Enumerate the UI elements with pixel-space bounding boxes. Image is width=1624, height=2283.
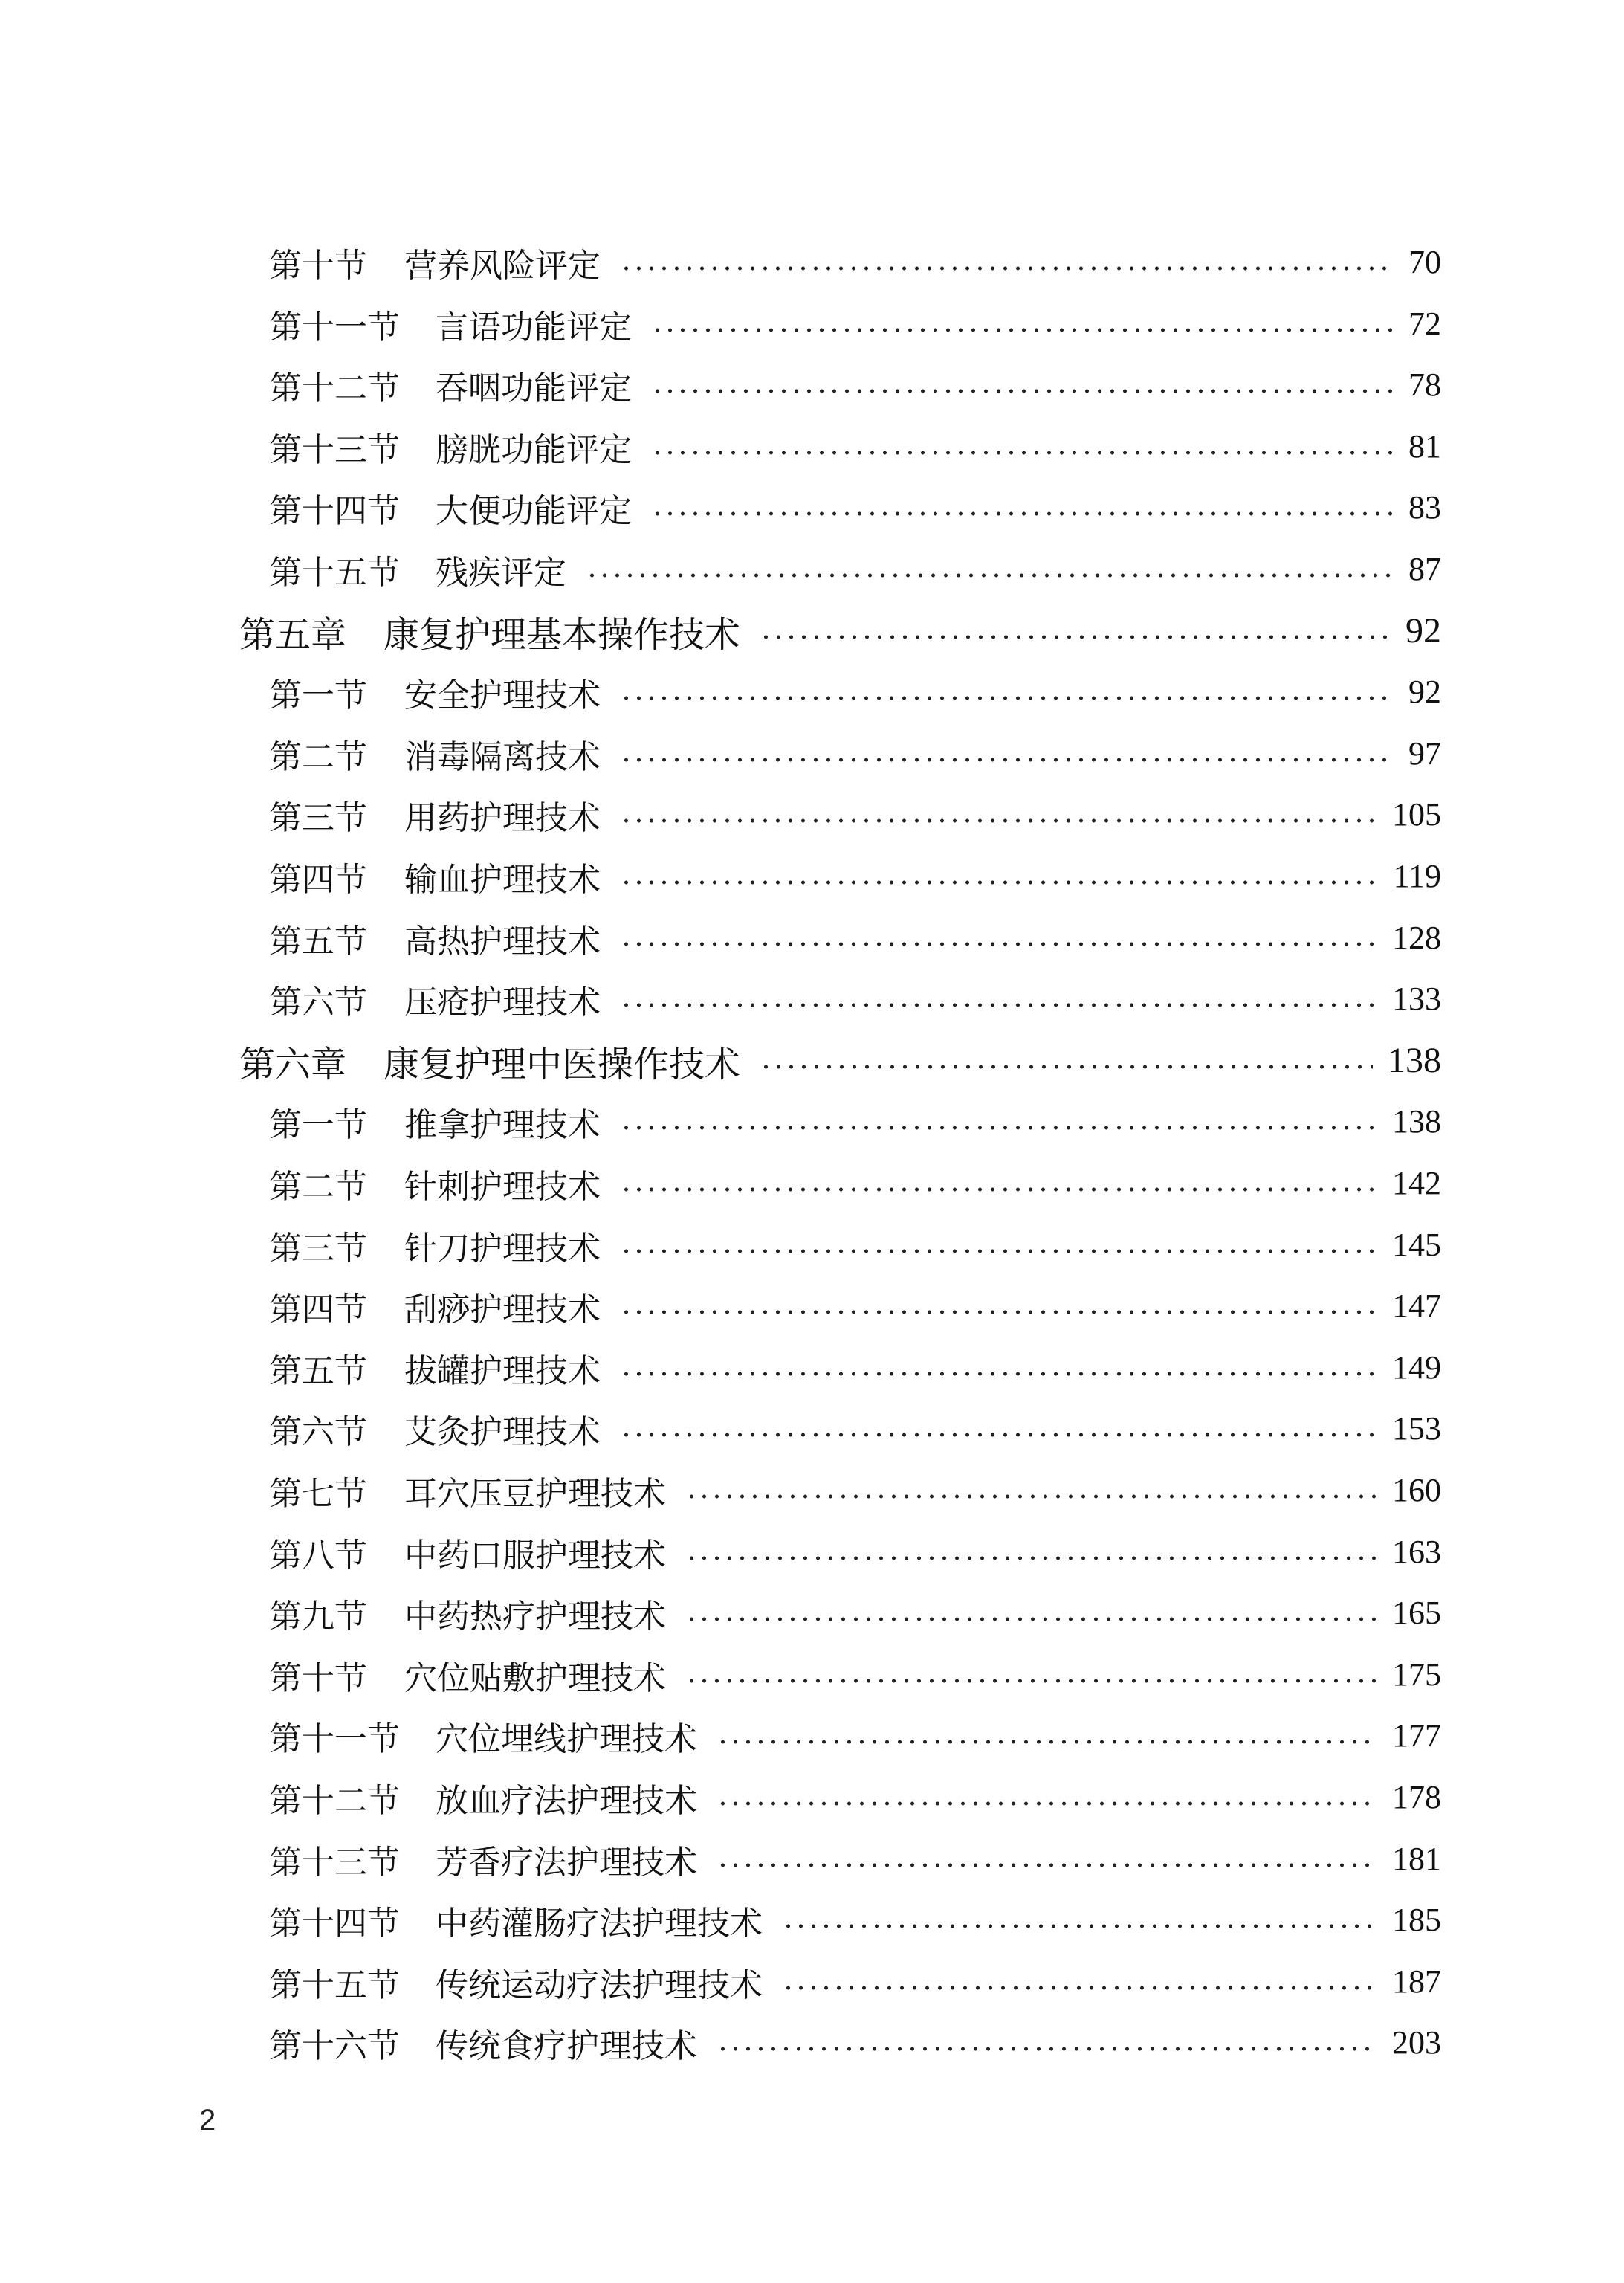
entry-title: 膀胱功能评定	[436, 431, 632, 469]
entry-page-number: 72	[1408, 306, 1441, 342]
entry-number: 第七节	[269, 1475, 367, 1513]
entry-title: 营养风险评定	[404, 247, 601, 285]
leader-dots	[651, 388, 1394, 394]
entry-number: 第四节	[269, 861, 367, 899]
toc-section-row	[0, 1833, 1624, 1885]
entry-page-number: 165	[1392, 1595, 1441, 1631]
leader-dots	[651, 327, 1394, 333]
entry-number: 第十一节	[269, 309, 400, 346]
page-number: 2	[199, 2104, 216, 2137]
toc-section-row	[0, 1465, 1624, 1517]
leader-dots	[716, 1801, 1377, 1806]
entry-page-number: 138	[1392, 1103, 1441, 1140]
entry-number: 第一节	[269, 676, 367, 714]
leader-dots	[620, 1371, 1377, 1377]
entry-title: 输血护理技术	[404, 861, 601, 899]
entry-title: 安全护理技术	[404, 676, 601, 714]
toc-section-row	[0, 850, 1624, 902]
entry-page-number: 87	[1408, 551, 1441, 587]
entry-page-number: 145	[1392, 1227, 1441, 1263]
entry-title: 针刺护理技术	[404, 1168, 601, 1206]
entry-page-number: 81	[1408, 428, 1441, 465]
entry-title: 耳穴压豆护理技术	[404, 1475, 666, 1513]
toc-section-row	[0, 1096, 1624, 1148]
entry-number: 第三节	[269, 1230, 367, 1268]
entry-page-number: 175	[1392, 1656, 1441, 1693]
entry-number: 第八节	[269, 1537, 367, 1575]
entry-number: 第三节	[269, 799, 367, 837]
toc-section-row	[0, 482, 1624, 534]
entry-title: 消毒隔离技术	[404, 738, 601, 776]
entry-title: 拔罐护理技术	[404, 1352, 601, 1390]
toc-section-row	[0, 1956, 1624, 2008]
entry-number: 第十一节	[269, 1720, 400, 1758]
toc-section-row	[0, 1587, 1624, 1639]
entry-page-number: 147	[1392, 1288, 1441, 1324]
entry-number: 第二节	[269, 1168, 367, 1206]
entry-page-number: 160	[1392, 1472, 1441, 1508]
entry-title: 传统食疗护理技术	[436, 2027, 697, 2065]
leader-dots	[685, 1616, 1377, 1622]
entry-number: 第五章	[239, 613, 347, 656]
entry-number: 第十三节	[269, 1844, 400, 1882]
leader-dots	[620, 265, 1394, 271]
entry-number: 第一节	[269, 1106, 367, 1144]
entry-title: 中药灌肠疗法护理技术	[436, 1905, 763, 1943]
leader-dots	[620, 757, 1394, 763]
entry-title: 大便功能评定	[436, 492, 632, 530]
entry-page-number: 92	[1408, 674, 1441, 710]
leader-dots	[620, 1248, 1377, 1254]
entry-page-number: 163	[1392, 1534, 1441, 1570]
toc-section-row	[0, 543, 1624, 595]
leader-dots	[716, 1862, 1377, 1868]
leader-dots	[716, 1739, 1377, 1745]
entry-page-number: 83	[1408, 489, 1441, 526]
entry-number: 第十四节	[269, 1905, 400, 1943]
entry-page-number: 128	[1392, 920, 1441, 956]
entry-page-number: 149	[1392, 1349, 1441, 1386]
entry-number: 第十二节	[269, 1782, 400, 1820]
toc-section-row	[0, 2017, 1624, 2069]
leader-dots	[620, 1432, 1377, 1438]
leader-dots	[760, 634, 1391, 640]
toc-section-row	[0, 1157, 1624, 1210]
entry-number: 第十五节	[269, 554, 400, 592]
toc-section-row	[0, 1710, 1624, 1762]
leader-dots	[685, 1555, 1377, 1561]
entry-page-number: 105	[1392, 796, 1441, 833]
entry-number: 第十四节	[269, 492, 400, 530]
entry-title: 中药口服护理技术	[404, 1537, 666, 1575]
toc-section-row	[0, 1526, 1624, 1578]
entry-number: 第十二节	[269, 369, 400, 407]
toc-section-row	[0, 973, 1624, 1025]
entry-title: 放血疗法护理技术	[436, 1782, 697, 1820]
toc-section-row	[0, 298, 1624, 350]
toc-section-row	[0, 728, 1624, 780]
entry-page-number: 178	[1392, 1779, 1441, 1815]
toc-section-row	[0, 421, 1624, 473]
toc-section-row	[0, 1342, 1624, 1394]
entry-page-number: 138	[1388, 1041, 1441, 1080]
entry-number: 第六节	[269, 984, 367, 1021]
entry-title: 传统运动疗法护理技术	[436, 1966, 763, 2004]
leader-dots	[620, 1309, 1377, 1315]
entry-number: 第十五节	[269, 1966, 400, 2004]
leader-dots	[651, 511, 1394, 517]
entry-title: 用药护理技术	[404, 799, 601, 837]
entry-number: 第十三节	[269, 431, 400, 469]
toc-chapter-row	[0, 1035, 1624, 1087]
entry-title: 压疮护理技术	[404, 984, 601, 1021]
toc-section-row	[0, 666, 1624, 718]
entry-title: 高热护理技术	[404, 923, 601, 960]
toc-section-row	[0, 1772, 1624, 1824]
entry-page-number: 97	[1408, 735, 1441, 772]
entry-number: 第六节	[269, 1413, 367, 1451]
entry-title: 穴位埋线护理技术	[436, 1720, 697, 1758]
leader-dots	[620, 818, 1377, 824]
entry-page-number: 177	[1392, 1717, 1441, 1754]
toc-section-row	[0, 912, 1624, 964]
leader-dots	[685, 1678, 1377, 1684]
toc-section-row	[0, 359, 1624, 411]
leader-dots	[620, 1186, 1377, 1192]
entry-title: 针刀护理技术	[404, 1230, 601, 1268]
entry-page-number: 185	[1392, 1902, 1441, 1938]
entry-number: 第四节	[269, 1291, 367, 1328]
entry-page-number: 119	[1393, 858, 1441, 894]
leader-dots	[620, 1125, 1377, 1131]
toc-section-row	[0, 1403, 1624, 1455]
entry-number: 第二节	[269, 738, 367, 776]
leader-dots	[716, 2046, 1377, 2052]
toc-section-row	[0, 1280, 1624, 1332]
leader-dots	[620, 941, 1377, 947]
toc-section-row	[0, 236, 1624, 288]
entry-page-number: 78	[1408, 366, 1441, 403]
entry-page-number: 142	[1392, 1165, 1441, 1201]
entry-title: 推拿护理技术	[404, 1106, 601, 1144]
entry-title: 刮痧护理技术	[404, 1291, 601, 1328]
toc-section-row	[0, 1894, 1624, 1946]
leader-dots	[620, 879, 1379, 885]
entry-title: 康复护理中医操作技术	[384, 1043, 741, 1085]
entry-title: 艾灸护理技术	[404, 1413, 601, 1451]
entry-page-number: 203	[1392, 2024, 1441, 2061]
entry-page-number: 153	[1392, 1410, 1441, 1447]
leader-dots	[760, 1064, 1373, 1070]
entry-page-number: 70	[1408, 244, 1441, 280]
toc-section-row	[0, 1219, 1624, 1271]
entry-number: 第五节	[269, 1352, 367, 1390]
leader-dots	[651, 450, 1394, 456]
entry-number: 第十节	[269, 1659, 367, 1697]
entry-title: 芳香疗法护理技术	[436, 1844, 697, 1882]
entry-page-number: 133	[1392, 981, 1441, 1017]
entry-title: 言语功能评定	[436, 309, 632, 346]
entry-number: 第十节	[269, 247, 367, 285]
entry-number: 第十六节	[269, 2027, 400, 2065]
leader-dots	[586, 572, 1394, 578]
entry-title: 康复护理基本操作技术	[384, 613, 741, 656]
leader-dots	[685, 1494, 1377, 1499]
toc-chapter-row	[0, 605, 1624, 657]
entry-number: 第九节	[269, 1598, 367, 1635]
entry-page-number: 92	[1405, 611, 1441, 650]
entry-number: 第六章	[239, 1043, 347, 1085]
leader-dots	[782, 1985, 1377, 1991]
leader-dots	[782, 1923, 1377, 1929]
entry-title: 残疾评定	[436, 554, 566, 592]
toc-section-row	[0, 1649, 1624, 1701]
entry-page-number: 181	[1392, 1841, 1441, 1877]
entry-page-number: 187	[1392, 1963, 1441, 2000]
entry-number: 第五节	[269, 923, 367, 960]
leader-dots	[620, 695, 1394, 701]
leader-dots	[620, 1002, 1377, 1008]
entry-title: 穴位贴敷护理技术	[404, 1659, 666, 1697]
entry-title: 中药热疗护理技术	[404, 1598, 666, 1635]
entry-title: 吞咽功能评定	[436, 369, 632, 407]
toc-section-row	[0, 789, 1624, 841]
